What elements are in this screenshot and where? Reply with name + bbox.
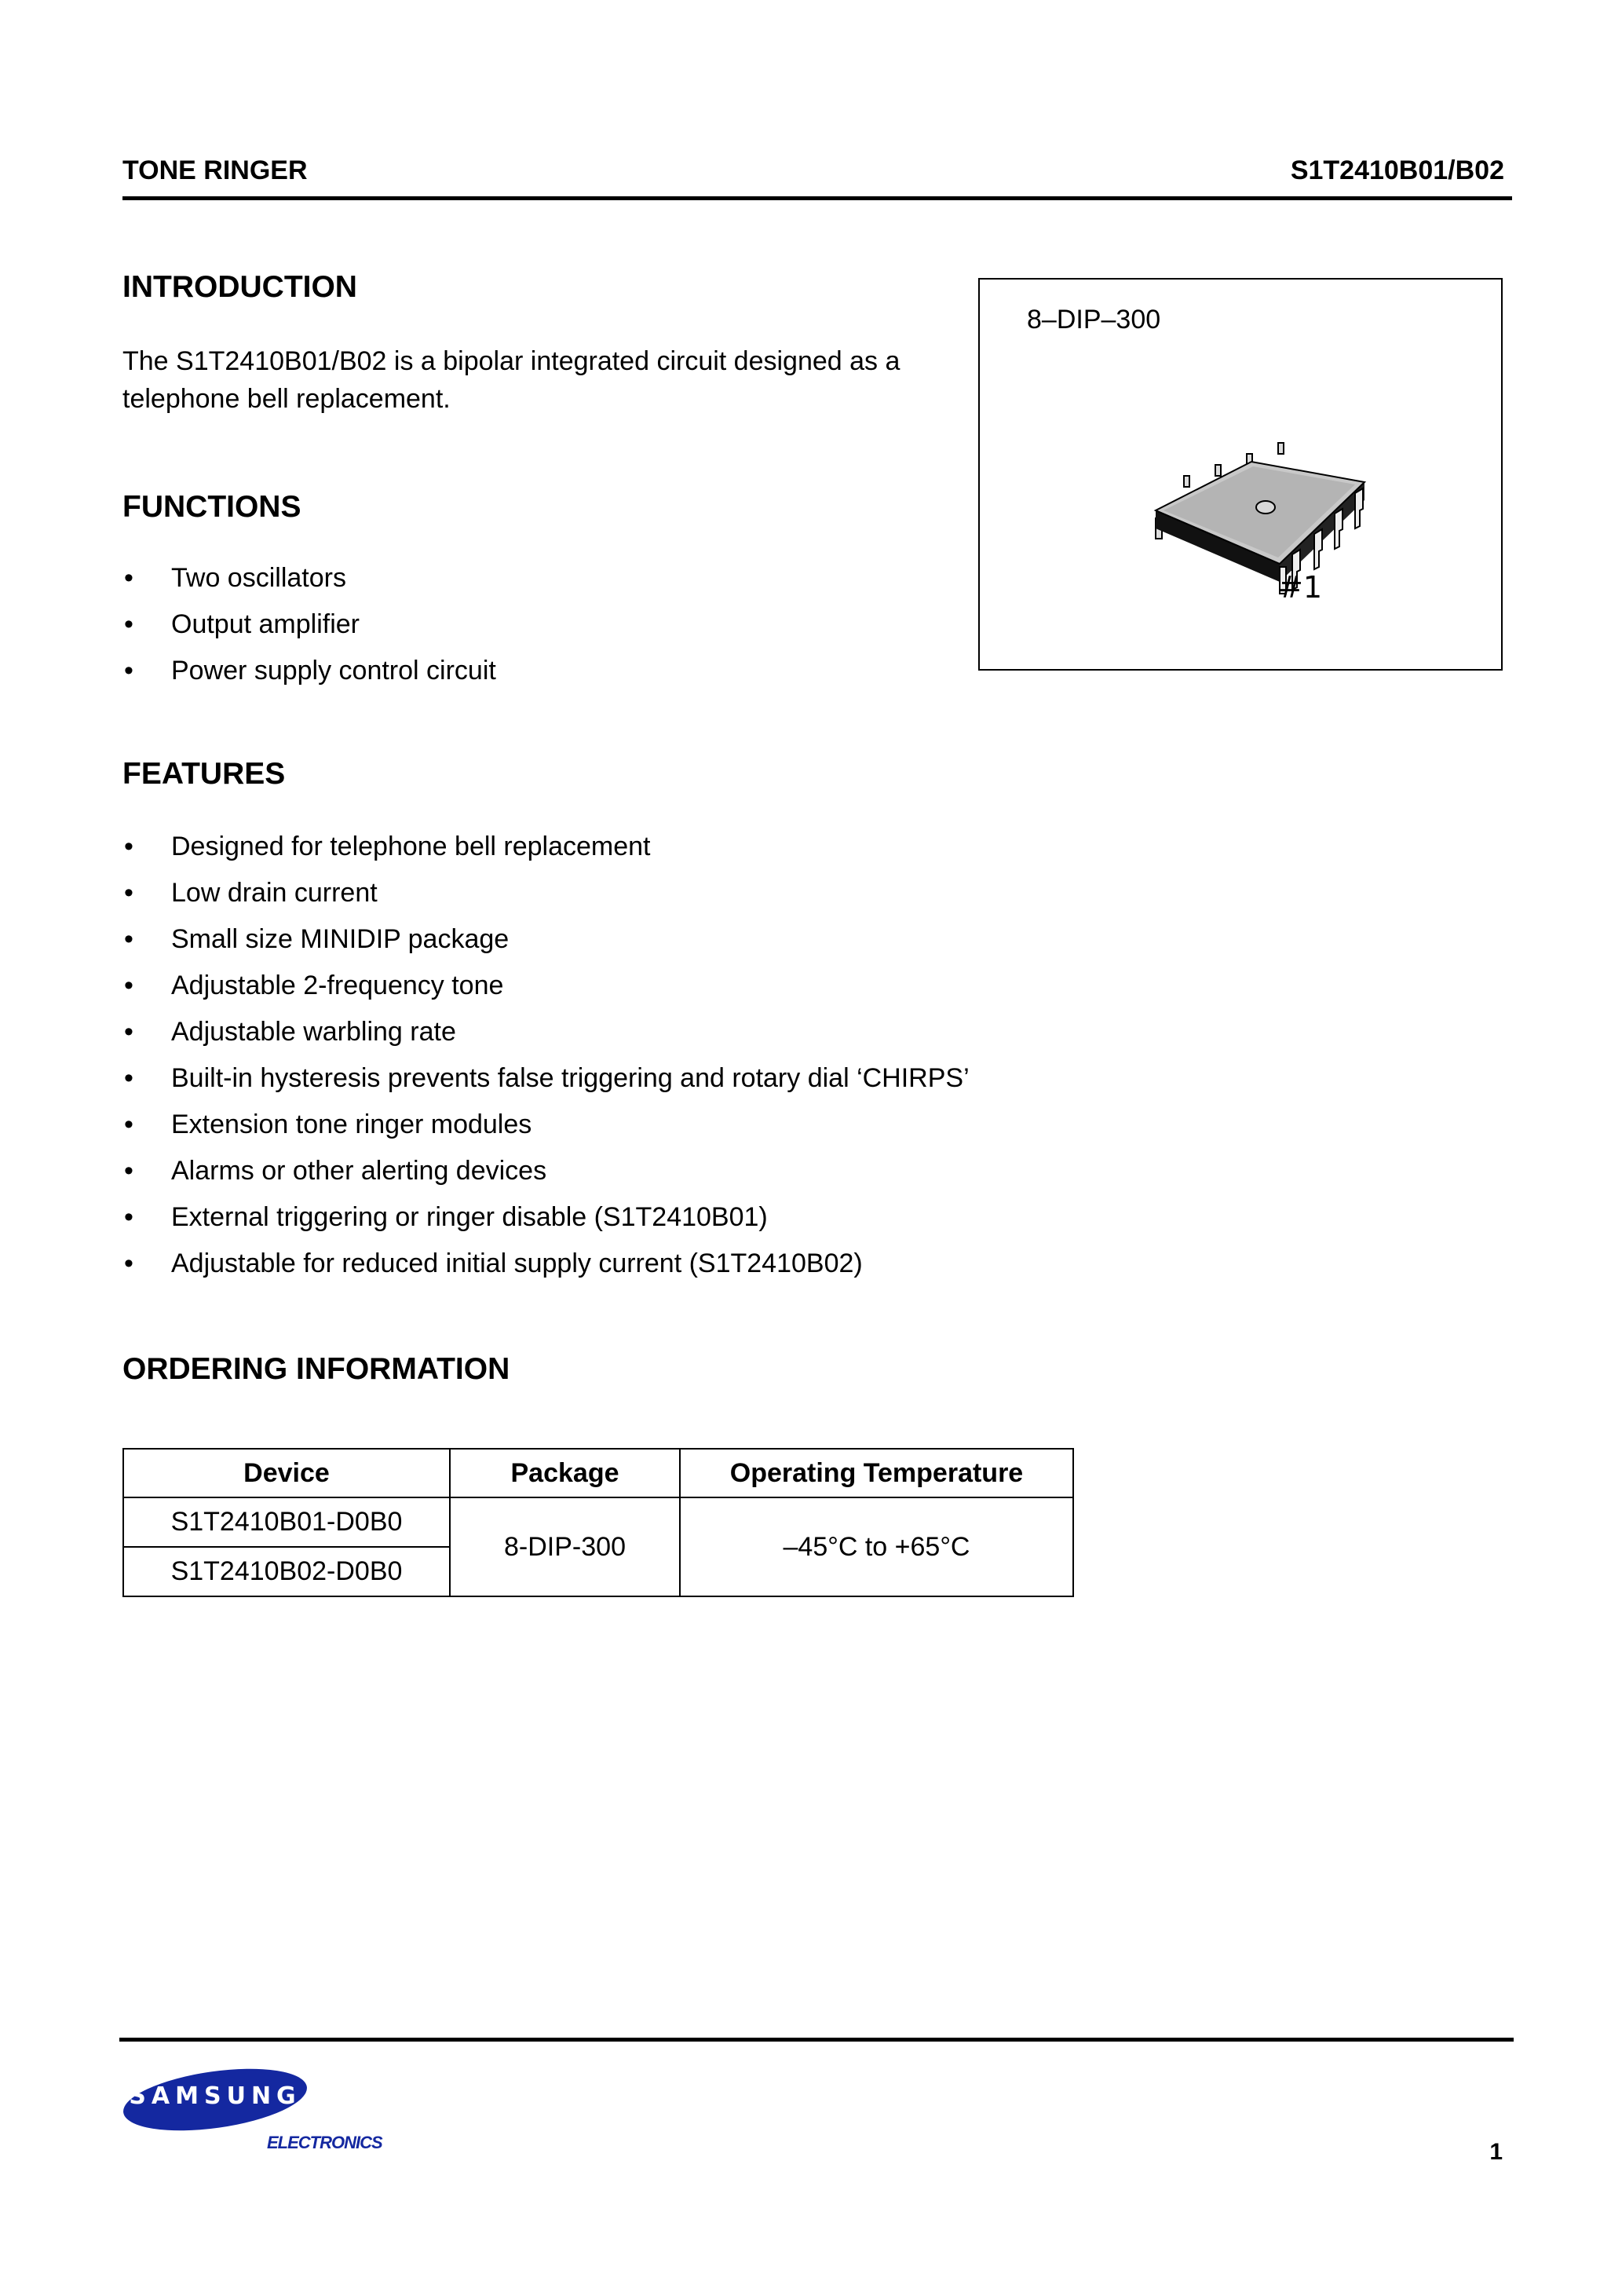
ordering-table [122,1448,1074,1597]
page-number: 1 [1489,2139,1503,2165]
ordering-heading: ORDERING INFORMATION [122,1352,510,1386]
introduction-text: The S1T2410B01/B02 is a bipolar integrated circuit designed as a telephone bell replacement. [122,346,901,414]
footer-rule [119,2038,1514,2042]
introduction-heading: INTRODUCTION [122,270,357,304]
features-heading: FEATURES [122,757,286,791]
package-figure-box [978,278,1503,671]
features-list [122,828,970,1291]
column-header-package: Package [450,1449,680,1497]
temperature-cell: –45°C to +65°C [680,1497,1073,1596]
package-cell: 8-DIP-300 [450,1497,680,1596]
functions-list [122,559,496,698]
list-item: • Extension tone ringer modules [124,1110,532,1139]
list-item: • Low drain current [124,878,378,908]
list-item: • Power supply control circuit [124,656,496,686]
device-cell: S1T2410B01-D0B0 [123,1497,450,1547]
package-label: 8–DIP–300 [1027,305,1161,335]
samsung-logo [119,2065,311,2134]
list-item: • Adjustable for reduced initial supply current (S1T2410B02) [124,1249,863,1278]
samsung-logo-text: SAMSUNG [129,2082,301,2110]
list-item: • Alarms or other alerting devices [124,1156,547,1186]
table-row [123,1497,1073,1547]
list-item: • Built-in hysteresis prevents false triggering and rotary dial ‘CHIRPS’ [124,1063,970,1093]
list-item: • Adjustable 2-frequency tone [124,971,504,1000]
header-rule [122,196,1512,200]
list-item: • Two oscillators [124,563,346,593]
column-header-device: Device [123,1449,450,1497]
list-item: • Small size MINIDIP package [124,924,510,954]
list-item: • Output amplifier [124,609,360,639]
header-title: TONE RINGER [122,155,308,185]
electronics-text: ELECTRONICS [267,2133,382,2152]
list-item: • Adjustable warbling rate [124,1017,456,1047]
header-part-number: S1T2410B01/B02 [1290,155,1504,185]
device-cell: S1T2410B02-D0B0 [123,1547,450,1596]
column-header-temperature: Operating Temperature [680,1449,1073,1497]
pin1-label: #1 [1278,570,1323,605]
dip-package-icon [980,280,1501,669]
list-item: • Designed for telephone bell replacement [124,832,651,861]
functions-heading: FUNCTIONS [122,490,301,524]
table-header-row [123,1449,1073,1497]
list-item: • External triggering or ringer disable (S1T2410B01) [124,1202,768,1232]
